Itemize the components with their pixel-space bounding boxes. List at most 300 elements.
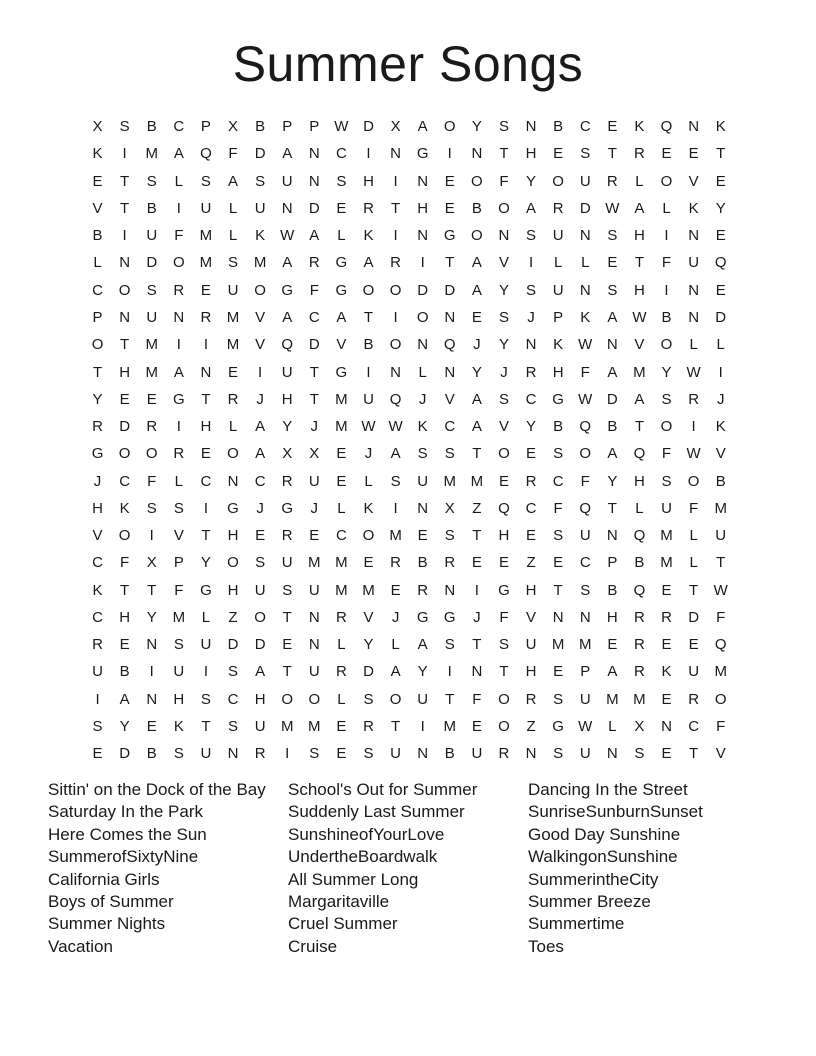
grid-letter[interactable]: J [473,608,481,626]
grid-letter[interactable]: T [445,254,455,272]
grid-letter[interactable]: N [417,499,429,517]
grid-letter[interactable]: S [255,172,266,190]
grid-letter[interactable]: V [526,608,537,626]
grid-letter[interactable]: T [472,636,482,654]
grid-letter[interactable]: E [553,554,564,572]
grid-letter[interactable]: M [633,363,646,381]
grid-letter[interactable]: D [579,199,591,217]
grid-letter[interactable]: W [388,418,403,436]
grid-letter[interactable]: C [92,554,103,572]
grid-letter[interactable]: I [149,527,154,545]
grid-letter[interactable]: A [255,663,266,681]
grid-letter[interactable]: C [525,390,537,408]
grid-letter[interactable]: N [444,363,456,381]
grid-letter[interactable]: T [634,418,644,436]
grid-letter[interactable]: L [581,254,590,272]
grid-letter[interactable]: C [227,690,239,708]
grid-letter[interactable]: N [173,308,185,326]
grid-letter[interactable]: L [689,336,698,354]
grid-letter[interactable]: M [199,254,213,272]
grid-letter[interactable]: K [92,145,103,163]
grid-letter[interactable]: F [580,363,590,381]
grid-letter[interactable]: O [172,254,185,272]
grid-letter[interactable]: V [92,527,103,545]
grid-letter[interactable]: V [255,336,266,354]
grid-letter[interactable]: M [335,390,348,408]
grid-letter[interactable]: X [228,118,239,136]
grid-letter[interactable]: O [308,690,321,708]
grid-letter[interactable]: E [282,636,293,654]
grid-letter[interactable]: B [607,418,618,436]
grid-letter[interactable]: U [579,527,591,545]
grid-letter[interactable]: G [281,281,294,299]
grid-letter[interactable]: W [632,308,647,326]
grid-letter[interactable]: T [634,254,644,272]
grid-letter[interactable]: H [634,281,645,299]
grid-letter[interactable]: M [443,717,457,735]
grid-letter[interactable]: E [607,636,618,654]
grid-letter[interactable]: Q [714,254,727,272]
grid-letter[interactable]: A [228,172,239,190]
grid-letter[interactable]: L [337,636,346,654]
grid-letter[interactable]: V [498,254,509,272]
grid-letter[interactable]: E [444,199,455,217]
grid-letter[interactable]: L [635,499,644,517]
grid-letter[interactable]: M [145,336,158,354]
grid-letter[interactable]: T [499,145,509,163]
grid-letter[interactable]: A [309,227,320,245]
grid-letter[interactable]: H [552,363,564,381]
grid-letter[interactable]: H [606,608,618,626]
grid-letter[interactable]: U [363,390,374,408]
grid-letter[interactable]: G [416,608,429,626]
grid-letter[interactable]: I [176,418,181,436]
grid-letter[interactable]: D [363,663,374,681]
grid-letter[interactable]: D [606,390,618,408]
grid-letter[interactable]: A [363,254,374,272]
grid-letter[interactable]: D [363,118,374,136]
grid-letter[interactable]: H [525,581,537,599]
grid-letter[interactable]: L [174,472,183,490]
grid-letter[interactable]: T [309,363,319,381]
grid-letter[interactable]: G [172,390,185,408]
grid-letter[interactable]: A [607,445,618,463]
grid-letter[interactable]: Y [526,172,537,190]
grid-letter[interactable]: B [255,118,266,136]
grid-letter[interactable]: D [254,145,266,163]
grid-letter[interactable]: U [254,581,266,599]
grid-letter[interactable]: M [226,308,240,326]
grid-letter[interactable]: M [280,717,294,735]
grid-letter[interactable]: R [661,608,672,626]
grid-letter[interactable]: N [146,690,158,708]
grid-letter[interactable]: U [579,745,591,763]
grid-letter[interactable]: X [146,554,157,572]
grid-letter[interactable]: O [389,336,402,354]
grid-letter[interactable]: F [147,472,157,490]
grid-letter[interactable]: U [417,690,429,708]
grid-letter[interactable]: S [580,145,591,163]
grid-letter[interactable]: E [688,145,699,163]
grid-letter[interactable]: Q [660,118,673,136]
grid-letter[interactable]: U [390,745,401,763]
grid-letter[interactable]: G [443,608,456,626]
grid-letter[interactable]: N [606,745,618,763]
grid-letter[interactable]: R [173,445,185,463]
grid-letter[interactable]: I [447,663,452,681]
grid-letter[interactable]: L [337,227,346,245]
grid-letter[interactable]: N [200,363,212,381]
grid-letter[interactable]: R [444,554,456,572]
grid-letter[interactable]: Z [472,499,482,517]
grid-letter[interactable]: O [660,418,673,436]
grid-letter[interactable]: M [578,636,592,654]
grid-letter[interactable]: F [689,499,699,517]
grid-letter[interactable]: U [579,172,591,190]
grid-letter[interactable]: F [174,227,184,245]
grid-letter[interactable]: R [92,636,103,654]
grid-letter[interactable]: Q [714,636,727,654]
grid-letter[interactable]: L [228,227,238,245]
grid-letter[interactable]: H [281,390,293,408]
grid-letter[interactable]: R [281,472,293,490]
grid-letter[interactable]: Q [281,336,294,354]
grid-letter[interactable]: S [417,445,428,463]
grid-letter[interactable]: N [661,717,672,735]
grid-letter[interactable]: L [337,690,346,708]
grid-letter[interactable]: O [254,608,266,626]
grid-letter[interactable]: O [471,227,483,245]
grid-letter[interactable]: T [607,499,617,517]
grid-letter[interactable]: Q [579,499,592,517]
grid-letter[interactable]: W [713,581,728,599]
grid-letter[interactable]: F [174,581,184,599]
grid-letter[interactable]: R [634,608,645,626]
grid-letter[interactable]: K [634,118,645,136]
grid-letter[interactable]: S [553,445,564,463]
grid-letter[interactable]: L [689,554,698,572]
grid-letter[interactable]: D [715,308,727,326]
grid-letter[interactable]: B [634,554,645,572]
grid-letter[interactable]: U [308,663,320,681]
grid-letter[interactable]: E [146,390,157,408]
grid-letter[interactable]: C [200,472,212,490]
grid-letter[interactable]: A [173,363,184,381]
grid-letter[interactable]: E [526,527,537,545]
grid-letter[interactable]: Y [715,199,726,217]
grid-letter[interactable]: E [715,172,726,190]
grid-letter[interactable]: E [417,527,428,545]
grid-letter[interactable]: S [336,172,347,190]
grid-letter[interactable]: N [281,199,293,217]
grid-letter[interactable]: K [363,499,374,517]
grid-letter[interactable]: O [498,717,510,735]
grid-letter[interactable]: G [335,363,348,381]
grid-letter[interactable]: F [309,281,319,299]
grid-letter[interactable]: L [608,717,617,735]
grid-letter[interactable]: F [661,445,672,463]
grid-letter[interactable]: S [363,745,374,763]
grid-letter[interactable]: E [336,745,347,763]
grid-letter[interactable]: R [92,418,103,436]
grid-letter[interactable]: I [95,690,100,708]
grid-letter[interactable]: U [173,663,185,681]
grid-letter[interactable]: S [580,581,591,599]
grid-letter[interactable]: E [444,172,455,190]
grid-letter[interactable]: A [255,445,266,463]
grid-letter[interactable]: R [308,254,320,272]
grid-letter[interactable]: N [552,608,564,626]
grid-letter[interactable]: U [200,745,212,763]
grid-letter[interactable]: M [335,581,348,599]
grid-letter[interactable]: H [200,418,212,436]
grid-letter[interactable]: N [119,254,131,272]
grid-letter[interactable]: Q [633,581,646,599]
grid-letter[interactable]: R [688,390,700,408]
grid-letter[interactable]: T [689,745,699,763]
grid-letter[interactable]: C [688,717,700,735]
grid-letter[interactable]: H [227,527,239,545]
grid-letter[interactable]: W [686,363,701,381]
grid-letter[interactable]: V [444,390,455,408]
grid-letter[interactable]: A [607,363,618,381]
grid-letter[interactable]: N [471,663,483,681]
grid-letter[interactable]: O [389,690,402,708]
grid-letter[interactable]: M [633,690,646,708]
grid-letter[interactable]: S [498,636,509,654]
grid-letter[interactable]: Y [92,390,103,408]
grid-letter[interactable]: R [146,418,158,436]
grid-letter[interactable]: Z [526,554,536,572]
grid-letter[interactable]: S [526,227,537,245]
grid-letter[interactable]: V [363,608,374,626]
grid-letter[interactable]: M [714,663,727,681]
grid-letter[interactable]: O [118,281,131,299]
grid-letter[interactable]: S [498,390,509,408]
grid-letter[interactable]: S [444,636,455,654]
grid-letter[interactable]: B [471,199,482,217]
grid-letter[interactable]: D [417,281,429,299]
grid-letter[interactable]: I [393,308,398,326]
grid-letter[interactable]: U [715,527,727,545]
grid-letter[interactable]: A [471,281,482,299]
grid-letter[interactable]: E [688,636,699,654]
grid-letter[interactable]: C [308,308,320,326]
grid-letter[interactable]: Y [282,418,293,436]
grid-letter[interactable]: A [282,308,293,326]
grid-letter[interactable]: I [122,227,127,245]
grid-letter[interactable]: C [254,472,266,490]
grid-letter[interactable]: S [553,690,564,708]
grid-letter[interactable]: T [120,172,130,190]
grid-letter[interactable]: S [173,636,184,654]
grid-letter[interactable]: L [364,472,373,490]
grid-letter[interactable]: G [552,390,564,408]
grid-letter[interactable]: Y [119,717,130,735]
grid-letter[interactable]: U [661,499,672,517]
grid-letter[interactable]: R [200,308,212,326]
grid-letter[interactable]: S [444,527,455,545]
grid-letter[interactable]: R [390,254,401,272]
grid-letter[interactable]: U [579,690,591,708]
grid-letter[interactable]: S [553,745,564,763]
grid-letter[interactable]: S [146,281,157,299]
grid-letter[interactable]: E [661,690,672,708]
grid-letter[interactable]: U [417,472,429,490]
grid-letter[interactable]: O [660,336,673,354]
grid-letter[interactable]: S [146,172,157,190]
grid-letter[interactable]: O [714,690,727,708]
grid-letter[interactable]: M [551,636,565,654]
grid-letter[interactable]: K [417,418,428,436]
grid-letter[interactable]: O [254,281,266,299]
grid-letter[interactable]: I [664,227,669,245]
grid-letter[interactable]: T [120,581,130,599]
grid-letter[interactable]: A [634,199,645,217]
grid-letter[interactable]: B [553,418,564,436]
grid-letter[interactable]: E [607,118,618,136]
grid-letter[interactable]: X [309,445,320,463]
grid-letter[interactable]: I [366,145,371,163]
grid-letter[interactable]: R [281,527,293,545]
grid-letter[interactable]: U [281,172,293,190]
grid-letter[interactable]: A [390,445,401,463]
grid-letter[interactable]: E [146,717,157,735]
grid-letter[interactable]: W [578,336,593,354]
grid-letter[interactable]: N [525,336,537,354]
grid-letter[interactable]: V [715,445,726,463]
grid-letter[interactable]: V [336,336,347,354]
grid-letter[interactable]: K [173,717,184,735]
grid-letter[interactable]: N [227,745,239,763]
grid-letter[interactable]: O [362,527,375,545]
grid-letter[interactable]: Q [389,390,402,408]
grid-letter[interactable]: T [716,554,726,572]
grid-letter[interactable]: Y [417,663,428,681]
grid-letter[interactable]: P [282,118,293,136]
grid-letter[interactable]: T [120,199,130,217]
grid-letter[interactable]: T [445,690,455,708]
grid-letter[interactable]: N [417,745,429,763]
grid-letter[interactable]: B [92,227,103,245]
grid-letter[interactable]: T [282,663,292,681]
grid-letter[interactable]: N [146,636,158,654]
grid-letter[interactable]: S [282,581,293,599]
grid-letter[interactable]: R [688,690,700,708]
grid-letter[interactable]: W [686,445,701,463]
grid-letter[interactable]: G [91,445,104,463]
grid-letter[interactable]: H [417,199,429,217]
grid-letter[interactable]: T [472,445,482,463]
grid-letter[interactable]: H [92,499,103,517]
grid-letter[interactable]: S [661,390,672,408]
grid-letter[interactable]: K [363,227,374,245]
grid-letter[interactable]: G [443,227,456,245]
grid-letter[interactable]: N [308,608,320,626]
grid-letter[interactable]: L [174,172,183,190]
grid-letter[interactable]: T [472,527,482,545]
grid-letter[interactable]: S [526,281,537,299]
grid-letter[interactable]: G [281,499,294,517]
grid-letter[interactable]: E [92,745,103,763]
grid-letter[interactable]: R [417,581,429,599]
grid-letter[interactable]: N [417,227,429,245]
grid-letter[interactable]: C [525,499,537,517]
grid-letter[interactable]: S [634,745,645,763]
grid-letter[interactable]: L [228,199,238,217]
grid-letter[interactable]: E [255,527,266,545]
grid-letter[interactable]: X [390,118,401,136]
grid-letter[interactable]: D [254,636,266,654]
grid-letter[interactable]: T [201,390,211,408]
grid-letter[interactable]: E [661,581,672,599]
grid-letter[interactable]: O [498,199,510,217]
grid-letter[interactable]: D [688,608,700,626]
grid-letter[interactable]: K [715,118,726,136]
grid-letter[interactable]: W [334,118,349,136]
grid-letter[interactable]: V [255,308,266,326]
grid-letter[interactable]: B [715,472,726,490]
grid-letter[interactable]: T [553,581,563,599]
grid-letter[interactable]: E [553,145,564,163]
grid-letter[interactable]: I [691,418,696,436]
grid-letter[interactable]: A [417,636,428,654]
grid-letter[interactable]: R [552,199,564,217]
grid-letter[interactable]: L [716,336,725,354]
grid-letter[interactable]: U [92,663,103,681]
grid-letter[interactable]: H [634,472,645,490]
grid-letter[interactable]: C [92,608,103,626]
grid-letter[interactable]: A [417,118,428,136]
grid-letter[interactable]: O [498,445,510,463]
grid-letter[interactable]: L [391,636,400,654]
grid-letter[interactable]: N [688,308,700,326]
grid-letter[interactable]: S [228,254,239,272]
grid-letter[interactable]: N [308,145,320,163]
grid-letter[interactable]: O [281,690,294,708]
grid-letter[interactable]: N [417,172,429,190]
grid-letter[interactable]: J [256,390,264,408]
grid-letter[interactable]: S [146,499,157,517]
grid-letter[interactable]: N [308,172,320,190]
grid-letter[interactable]: B [146,118,157,136]
grid-letter[interactable]: Q [498,499,510,517]
grid-letter[interactable]: X [634,717,645,735]
grid-letter[interactable]: K [688,199,699,217]
grid-letter[interactable]: E [309,527,320,545]
grid-letter[interactable]: E [498,472,509,490]
grid-letter[interactable]: H [173,690,185,708]
grid-letter[interactable]: E [336,199,347,217]
grid-letter[interactable]: V [92,199,103,217]
grid-letter[interactable]: J [310,418,319,436]
grid-letter[interactable]: R [390,554,401,572]
grid-letter[interactable]: L [93,254,102,272]
grid-letter[interactable]: U [308,581,320,599]
grid-letter[interactable]: N [498,227,510,245]
grid-letter[interactable]: N [444,581,456,599]
grid-letter[interactable]: A [390,663,401,681]
grid-letter[interactable]: O [91,336,104,354]
grid-letter[interactable]: O [362,281,375,299]
grid-letter[interactable]: N [688,281,700,299]
grid-letter[interactable]: M [172,608,186,626]
grid-letter[interactable]: S [119,118,130,136]
grid-letter[interactable]: S [498,308,509,326]
grid-letter[interactable]: E [390,581,401,599]
grid-letter[interactable]: E [336,472,347,490]
grid-letter[interactable]: R [254,745,266,763]
